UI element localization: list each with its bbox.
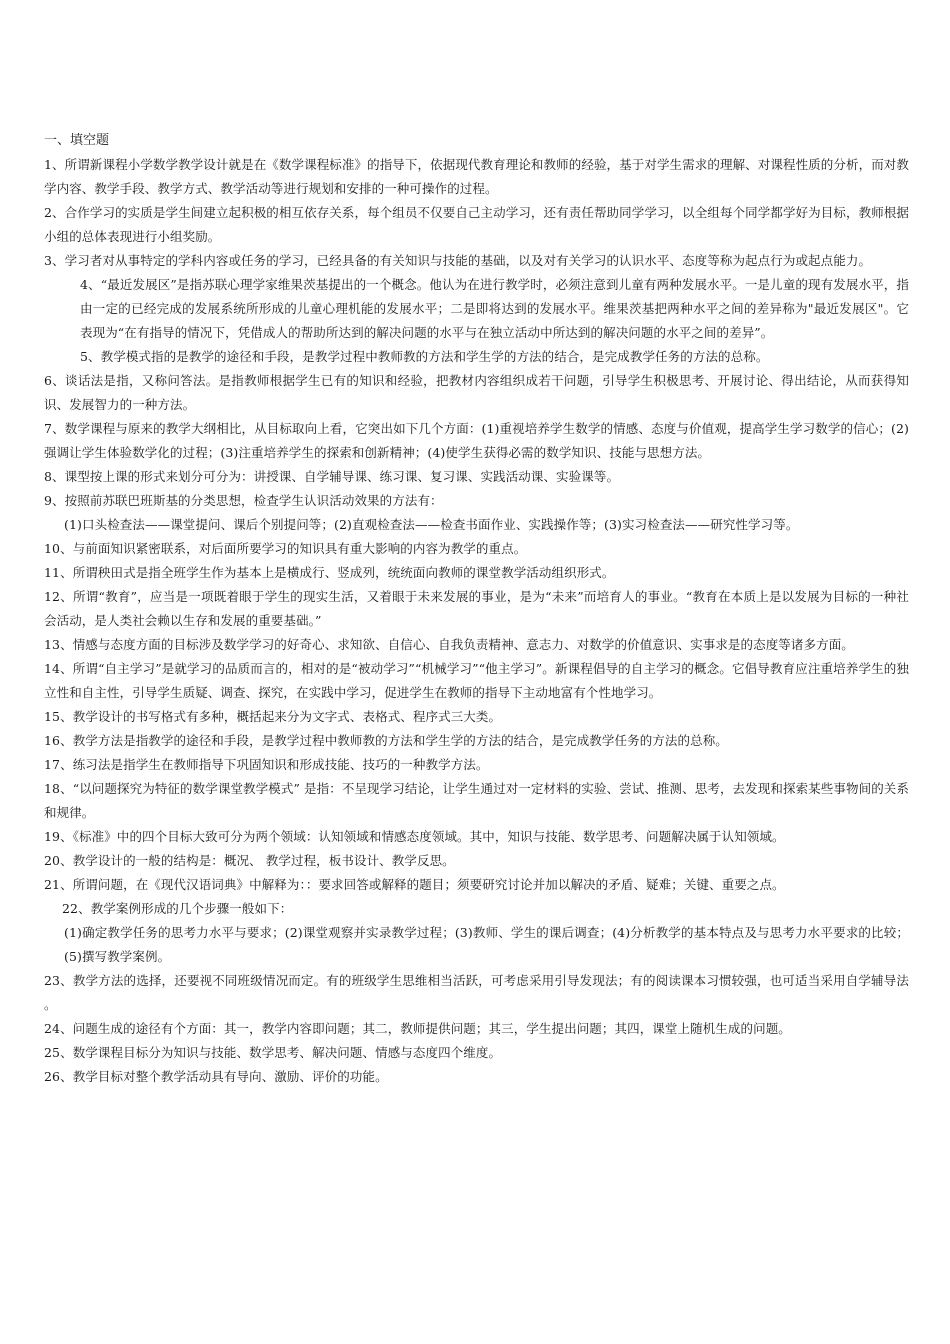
list-item: 7、数学课程与原来的教学大纲相比，从目标取向上看，它突出如下几个方面：(1)重视培养学生数学的情感、态度与价值观，提高学生学习数学的信心；(2)强调让学生体验数学化的过程；(3)注重培养学生的探索和创新精神；(4)使学生获得必需的数学知识、技能与思想方法。 xyxy=(44,421,909,460)
list-item: 6、谈话法是指，又称问答法。是指教师根据学生已有的知识和经验，把教材内容组织成若干问题，引导学生积极思考、开展讨论、得出结论，从而获得知识、发展智力的一种方法。 xyxy=(44,373,909,412)
list-item: 1、所谓新课程小学数学教学设计就是在《数学课程标准》的指导下，依据现代教育理论和教师的经验，基于对学生需求的理解、对课程性质的分析，而对教学内容、教学手段、教学方式、教学活动等进行规划和安排的一种可操作的过程。 xyxy=(44,157,909,196)
list-item: 21、所谓问题，在《现代汉语词典》中解释为：：要求回答或解释的题目；须要研究讨论并加以解决的矛盾、疑难；关键、重要之点。 xyxy=(44,877,785,892)
list-item: 18、“以问题探究为特征的数学课堂教学模式” 是指：不呈现学习结论，让学生通过对一定材料的实验、尝试、推测、思考，去发现和探索某些事物间的关系和规律。 xyxy=(44,781,909,820)
list-item: 17、练习法是指学生在教师指导下巩固知识和形成技能、技巧的一种教学方法。 xyxy=(44,757,489,772)
list-item: 11、所谓秧田式是指全班学生作为基本上是横成行、竖成列，统统面向教师的课堂教学活动组织形式。 xyxy=(44,565,615,580)
list-item: 2、合作学习的实质是学生间建立起积极的相互依存关系，每个组员不仅要自己主动学习，还有责任帮助同学学习，以全组每个同学都学好为目标，教师根据小组的总体表现进行小组奖励。 xyxy=(44,205,909,244)
list-item: 22、教学案例形成的几个步骤一般如下： xyxy=(62,901,293,916)
list-item: 4、“最近发展区”是指苏联心理学家维果茨基提出的一个概念。他认为在进行教学时，必须注意到儿童有两种发展水平。一是儿童的现有发展水平，指由一定的已经完成的发展系统所形成的儿童心理机能的发展水平；二是即将达到的发展水平。维果茨基把两种水平之间的差异称为"最近发展区"。它表现为“在有指导的情况下，凭借成人的帮助所达到的解决问题的水平与在独立活动中所达到的解决问题的水平之间的差异”。 xyxy=(80,277,909,340)
list-item: 23、教学方法的选择，还要视不同班级情况而定。有的班级学生思维相当活跃，可考虑采用引导发现法；有的阅读课本习惯较强，也可适当采用自学辅导法 。 xyxy=(44,973,909,1012)
list-item: 14、所谓“自主学习”是就学习的品质而言的，相对的是“被动学习”“机械学习”“他主学习”。新课程倡导的自主学习的概念。它倡导教育应注重培养学生的独立性和自主性，引导学生质疑、调查、探究，在实践中学习，促进学生在教师的指导下主动地富有个性地学习。 xyxy=(44,661,909,700)
list-item: (1)确定教学任务的思考力水平与要求；(2)课堂观察并实录教学过程；(3)教师、学生的课后调查；(4)分析教学的基本特点及与思考力水平要求的比较；(5)撰写教学案例。 xyxy=(64,925,909,964)
list-item: 24、问题生成的途径有个方面：其一，教学内容即问题；其二，教师提供问题；其三，学生提出问题；其四，课堂上随机生成的问题。 xyxy=(44,1021,791,1036)
list-item: 10、与前面知识紧密联系，对后面所要学习的知识具有重大影响的内容为教学的重点。 xyxy=(44,541,527,556)
list-item: 16、教学方法是指教学的途径和手段，是教学过程中教师教的方法和学生学的方法的结合，是完成教学任务的方法的总称。 xyxy=(44,733,728,748)
list-item: 15、教学设计的书写格式有多种，概括起来分为文字式、表格式、程序式三大类。 xyxy=(44,709,502,724)
list-item: 20、教学设计的一般的结构是：概况、 教学过程，板书设计、教学反思。 xyxy=(44,853,455,868)
list-item: 3、学习者对从事特定的学科内容或任务的学习，已经具备的有关知识与技能的基础，以及对有关学习的认识水平、态度等称为起点行为或起点能力。 xyxy=(44,253,872,268)
list-item: 13、情感与态度方面的目标涉及数学学习的好奇心、求知欲、自信心、自我负责精神、意志力、对数学的价值意识、实事求是的态度等诸多方面。 xyxy=(44,637,854,652)
list-item: 25、数学课程目标分为知识与技能、数学思考、解决问题、情感与态度四个维度。 xyxy=(44,1045,502,1060)
list-item: 26、教学目标对整个教学活动具有导向、激励、评价的功能。 xyxy=(44,1069,388,1084)
list-item: 19、《标准》中的四个目标大致可分为两个领域：认知领域和情感态度领域。其中，知识与技能、数学思考、问题解决属于认知领域。 xyxy=(44,829,785,844)
list-item: (1)口头检查法——课堂提问、课后个别提问等；(2)直观检查法——检查书面作业、实践操作等；(3)实习检查法——研究性学习等。 xyxy=(64,517,799,532)
list-item: 12、所谓“教育”，应当是一项既着眼于学生的现实生活，又着眼于未来发展的事业，是为“未来”而培育人的事业。“教育在本质上是以发展为目标的一种社会活动，是人类社会赖以生存和发展的重要基础。” xyxy=(44,589,909,628)
list-item: 8、课型按上课的形式来划分可分为：讲授课、自学辅导课、练习课、复习课、实践活动课、实验课等。 xyxy=(44,469,620,484)
section-heading: 一、填空题 xyxy=(44,133,110,148)
list-item: 5、教学模式指的是教学的途径和手段，是教学过程中教师教的方法和学生学的方法的结合，是完成教学任务的方法的总称。 xyxy=(80,349,769,364)
document-page xyxy=(44,129,909,1089)
list-item: 9、按照前苏联巴班斯基的分类思想，检查学生认识活动效果的方法有： xyxy=(44,493,443,508)
